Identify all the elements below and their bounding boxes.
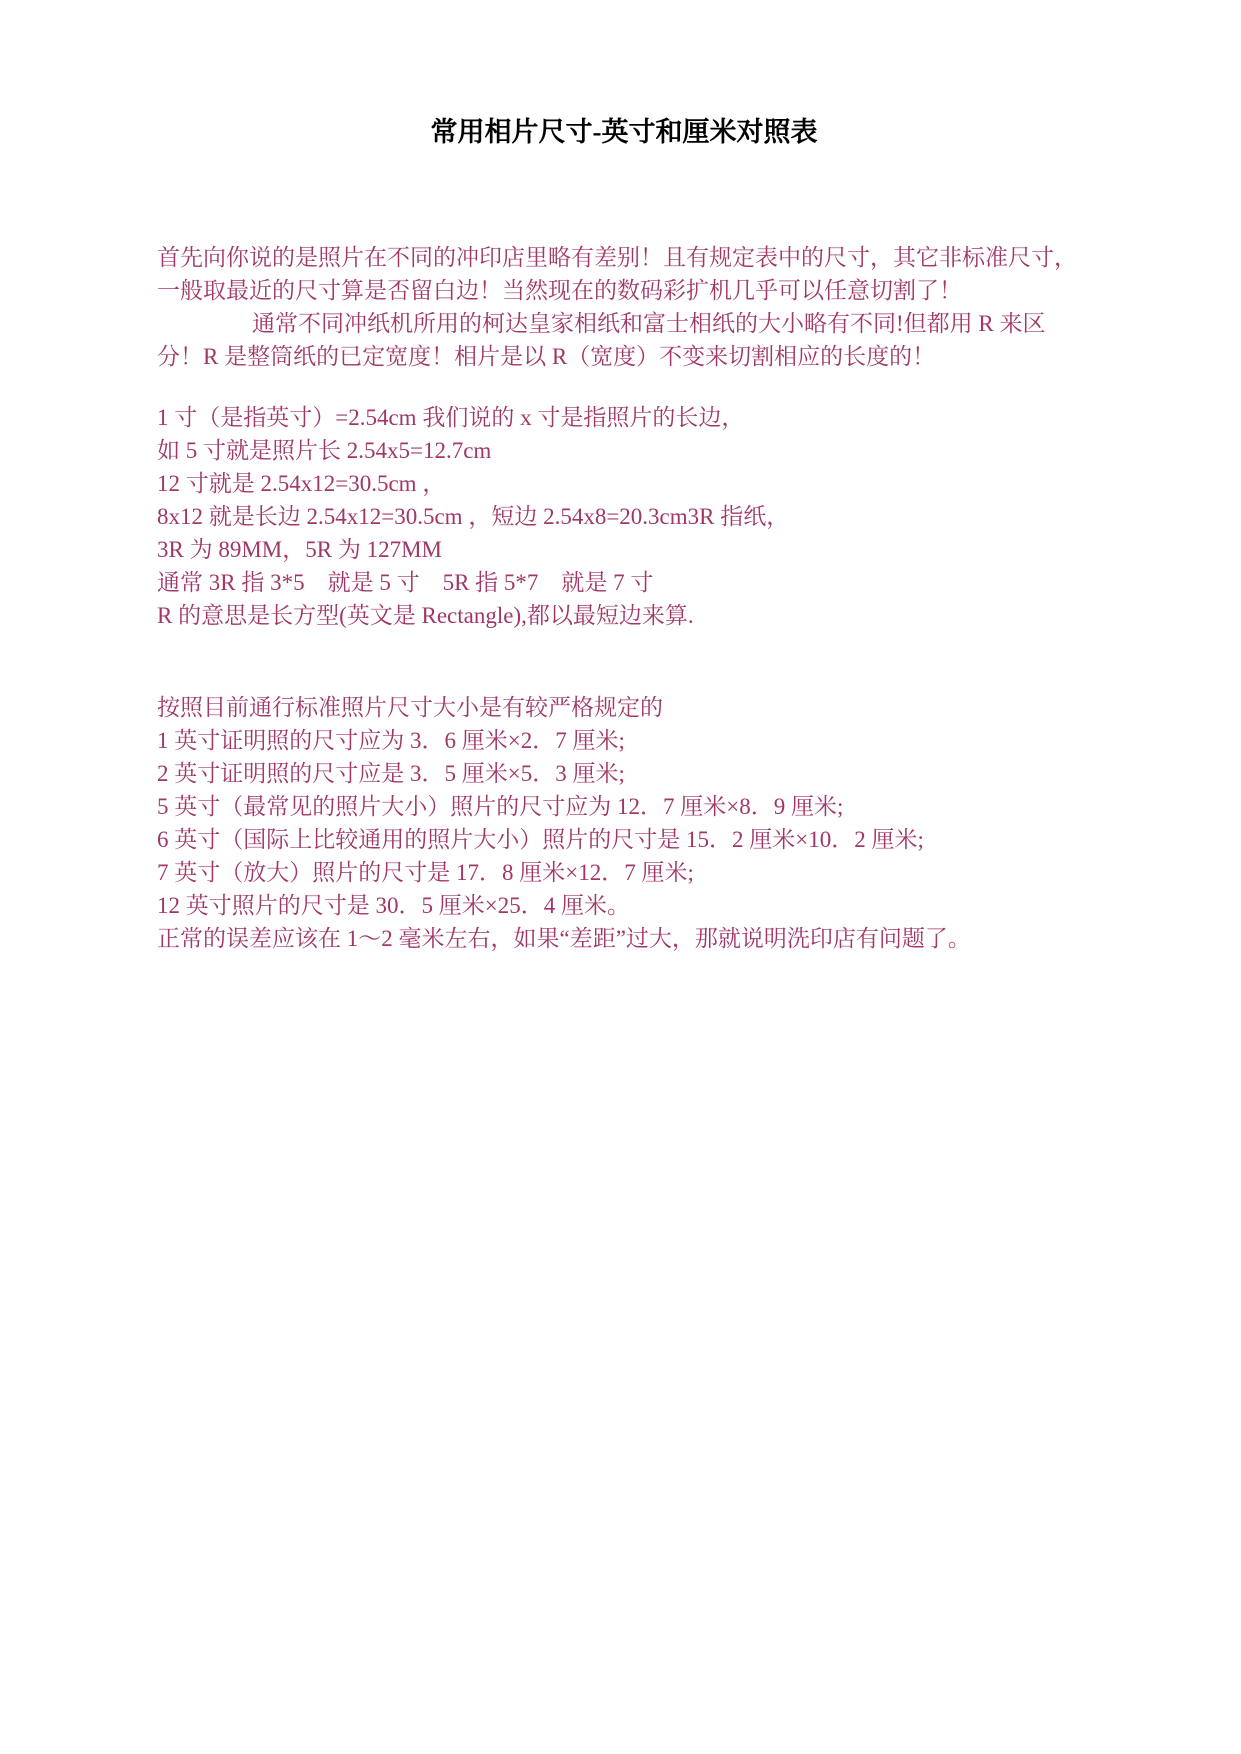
text-line: 通常 3R 指 3*5 就是 5 寸 5R 指 5*7 就是 7 寸 bbox=[157, 570, 654, 595]
text-line: 1 英寸证明照的尺寸应为 3．6 厘米×2．7 厘米; bbox=[157, 728, 625, 753]
text-line: 通常不同冲纸机所用的柯达皇家相纸和富士相纸的大小略有不同!但都用 R 来区 bbox=[252, 311, 1046, 336]
text-line: R 的意思是长方型(英文是 Rectangle),都以最短边来算. bbox=[157, 603, 694, 628]
text-line: 如 5 寸就是照片长 2.54x5=12.7cm bbox=[157, 438, 492, 463]
text-line: 首先向你说的是照片在不同的冲印店里略有差别！且有规定表中的尺寸，其它非标准尺寸， bbox=[157, 245, 1077, 270]
document-title: 常用相片尺寸-英寸和厘米对照表 bbox=[430, 117, 818, 147]
text-line: 正常的误差应该在 1～2 毫米左右，如果“差距”过大，那就说明洗印店有问题了。 bbox=[157, 926, 971, 951]
text-line: 一般取最近的尺寸算是否留白边！当然现在的数码彩扩机几乎可以任意切割了！ bbox=[157, 278, 962, 303]
text-line: 3R 为 89MM，5R 为 127MM bbox=[157, 537, 442, 562]
text-line: 5 英寸（最常见的照片大小）照片的尺寸应为 12．7 厘米×8．9 厘米; bbox=[157, 794, 844, 819]
text-line: 按照目前通行标准照片尺寸大小是有较严格规定的 bbox=[157, 695, 663, 720]
text-line: 6 英寸（国际上比较通用的照片大小）照片的尺寸是 15．2 厘米×10．2 厘米; bbox=[157, 827, 924, 852]
text-line: 12 英寸照片的尺寸是 30．5 厘米×25．4 厘米。 bbox=[157, 893, 630, 918]
text-line: 8x12 就是长边 2.54x12=30.5cm ，短边 2.54x8=20.3cm3R 指纸， bbox=[157, 504, 790, 529]
text-line: 12 寸就是 2.54x12=30.5cm ， bbox=[157, 471, 446, 496]
text-line: 1 寸（是指英寸）=2.54cm 我们说的 x 寸是指照片的长边， bbox=[157, 405, 745, 430]
paragraph-inch-cm-explanation bbox=[157, 401, 1091, 632]
text-line: 分！R 是整筒纸的已定宽度！相片是以 R（宽度）不变来切割相应的长度的！ bbox=[157, 344, 936, 369]
text-line: 2 英寸证明照的尺寸应是 3．5 厘米×5．3 厘米; bbox=[157, 761, 625, 786]
paragraph-standard-sizes bbox=[157, 691, 1091, 955]
text-line: 7 英寸（放大）照片的尺寸是 17．8 厘米×12．7 厘米; bbox=[157, 860, 694, 885]
paragraph-intro bbox=[157, 241, 1091, 373]
